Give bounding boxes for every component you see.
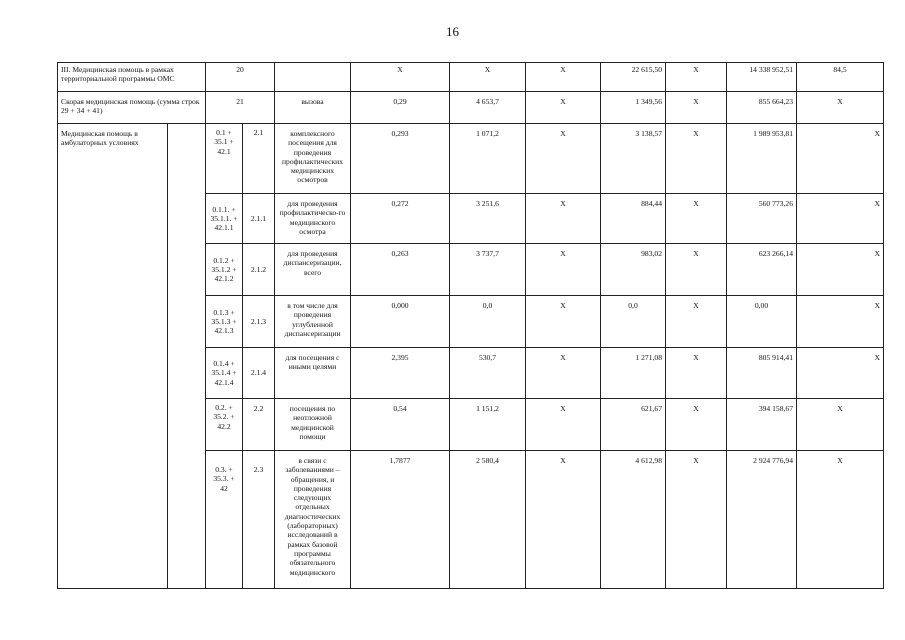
subrow-total: 0,00 <box>727 296 797 348</box>
subrow-spacer <box>797 124 855 194</box>
subrow-formula: 0.3. + 35.3. + 42 <box>206 451 243 589</box>
subrow-line-number: 2.3 <box>243 451 275 589</box>
table-row <box>58 92 884 124</box>
subrow-total: 805 914,41 <box>727 348 797 399</box>
subrow-per-capita: 1 271,08 <box>601 348 666 399</box>
subrow-cost: 1 151,2 <box>450 399 526 451</box>
row-per-capita: 22 615,50 <box>601 63 666 92</box>
subrow-per-capita: 4 612,98 <box>601 451 666 589</box>
subrow-unit: для посещения с иными целями <box>275 348 351 399</box>
group-blank-cell <box>168 124 206 589</box>
subrow-x1: Х <box>526 399 601 451</box>
subrow-volume: 2,395 <box>351 348 450 399</box>
subrow-share: Х <box>855 124 884 194</box>
subrow-share: Х <box>855 194 884 244</box>
table-row <box>58 124 884 194</box>
subrow-line-number: 2.1.4 <box>243 348 275 399</box>
subrow-line-number: 2.2 <box>243 399 275 451</box>
subrow-line-number: 2.1 <box>243 124 275 194</box>
subrow-cost: 3 251,6 <box>450 194 526 244</box>
row-total: 14 338 952,51 <box>727 63 797 92</box>
subrow-unit: комплексного посещения для проведения профилактических медицинских осмотров <box>275 124 351 194</box>
row-per-capita: 1 349,56 <box>601 92 666 124</box>
subrow-cost: 530,7 <box>450 348 526 399</box>
subrow-volume: 0,263 <box>351 244 450 296</box>
subrow-unit: для проведения диспансеризации, всего <box>275 244 351 296</box>
subrow-volume: 0,000 <box>351 296 450 348</box>
row-volume: Х <box>351 63 450 92</box>
row-line-number: 21 <box>206 92 275 124</box>
subrow-total: 560 773,26 <box>727 194 797 244</box>
subrow-volume: 0,272 <box>351 194 450 244</box>
subrow-per-capita: 884,44 <box>601 194 666 244</box>
subrow-formula: 0.1.4 + 35.1.4 + 42.1.4 <box>206 348 243 399</box>
subrow-x2: Х <box>666 244 727 296</box>
row-name: Скорая медицинская помощь (сумма строк 29 + 34 + 41) <box>58 92 206 124</box>
row-total: 855 664,23 <box>727 92 797 124</box>
group-name: Медицинская помощь в амбулаторных условиях <box>58 124 168 589</box>
subrow-formula: 0.1.1. + 35.1.1. + 42.1.1 <box>206 194 243 244</box>
row-cost: Х <box>450 63 526 92</box>
row-x2: Х <box>666 63 727 92</box>
subrow-line-number: 2.1.1 <box>243 194 275 244</box>
subrow-total: 1 989 953,81 <box>727 124 797 194</box>
subrow-spacer <box>797 194 855 244</box>
subrow-line-number: 2.1.3 <box>243 296 275 348</box>
subrow-share: Х <box>797 451 884 589</box>
subrow-unit: в том числе для проведения углубленной диспансеризации <box>275 296 351 348</box>
subrow-share: Х <box>855 348 884 399</box>
subrow-per-capita: 3 138,57 <box>601 124 666 194</box>
subrow-cost: 2 580,4 <box>450 451 526 589</box>
subrow-line-number: 2.1.2 <box>243 244 275 296</box>
subrow-x1: Х <box>526 244 601 296</box>
subrow-x1: Х <box>526 451 601 589</box>
subrow-x1: Х <box>526 194 601 244</box>
subrow-formula: 0.1.2 + 35.1.2 + 42.1.2 <box>206 244 243 296</box>
subrow-x2: Х <box>666 348 727 399</box>
row-unit: вызова <box>275 92 351 124</box>
subrow-total: 394 158,67 <box>727 399 797 451</box>
subrow-cost: 1 071,2 <box>450 124 526 194</box>
subrow-formula: 0.1.3 + 35.1.3 + 42.1.3 <box>206 296 243 348</box>
subrow-share: Х <box>797 399 884 451</box>
financing-table <box>57 62 884 589</box>
subrow-volume: 1,7877 <box>351 451 450 589</box>
subrow-cost: 3 737,7 <box>450 244 526 296</box>
subrow-unit: посещения по неотложной медицинской помощи <box>275 399 351 451</box>
subrow-share: Х <box>855 244 884 296</box>
subrow-x1: Х <box>526 296 601 348</box>
subrow-x2: Х <box>666 451 727 589</box>
row-share: Х <box>797 92 884 124</box>
subrow-volume: 0,54 <box>351 399 450 451</box>
subrow-cost: 0,0 <box>450 296 526 348</box>
subrow-x2: Х <box>666 194 727 244</box>
subrow-spacer <box>797 348 855 399</box>
subrow-x2: Х <box>666 124 727 194</box>
subrow-x2: Х <box>666 399 727 451</box>
row-share: 84,5 <box>797 63 884 92</box>
subrow-per-capita: 621,67 <box>601 399 666 451</box>
subrow-x2: Х <box>666 296 727 348</box>
subrow-total: 2 924 776,94 <box>727 451 797 589</box>
row-name: III. Медицинская помощь в рамках территориальной программы ОМС <box>58 63 206 92</box>
subrow-x1: Х <box>526 348 601 399</box>
subrow-spacer <box>797 244 855 296</box>
subrow-per-capita: 983,02 <box>601 244 666 296</box>
row-line-number: 20 <box>206 63 275 92</box>
row-x1: Х <box>526 63 601 92</box>
row-cost: 4 653,7 <box>450 92 526 124</box>
row-unit <box>275 63 351 92</box>
row-x1: Х <box>526 92 601 124</box>
subrow-share: Х <box>855 296 884 348</box>
row-volume: 0,29 <box>351 92 450 124</box>
subrow-x1: Х <box>526 124 601 194</box>
subrow-unit: для проведения профилактическо-го медицинского осмотра <box>275 194 351 244</box>
subrow-formula: 0.2. + 35.2. + 42.2 <box>206 399 243 451</box>
subrow-volume: 0,293 <box>351 124 450 194</box>
table-row <box>58 63 884 92</box>
subrow-per-capita: 0,0 <box>601 296 666 348</box>
page-number: 16 <box>446 24 459 39</box>
subrow-unit: в связи с заболеваниями – обращения, и проведения следующих отдельных диагностических (лабораторных) исследований в рамках базовой программы обязательного медицинского <box>275 451 351 589</box>
subrow-total: 623 266,14 <box>727 244 797 296</box>
row-x2: Х <box>666 92 727 124</box>
subrow-formula: 0.1 + 35.1 + 42.1 <box>206 124 243 194</box>
subrow-spacer <box>797 296 855 348</box>
